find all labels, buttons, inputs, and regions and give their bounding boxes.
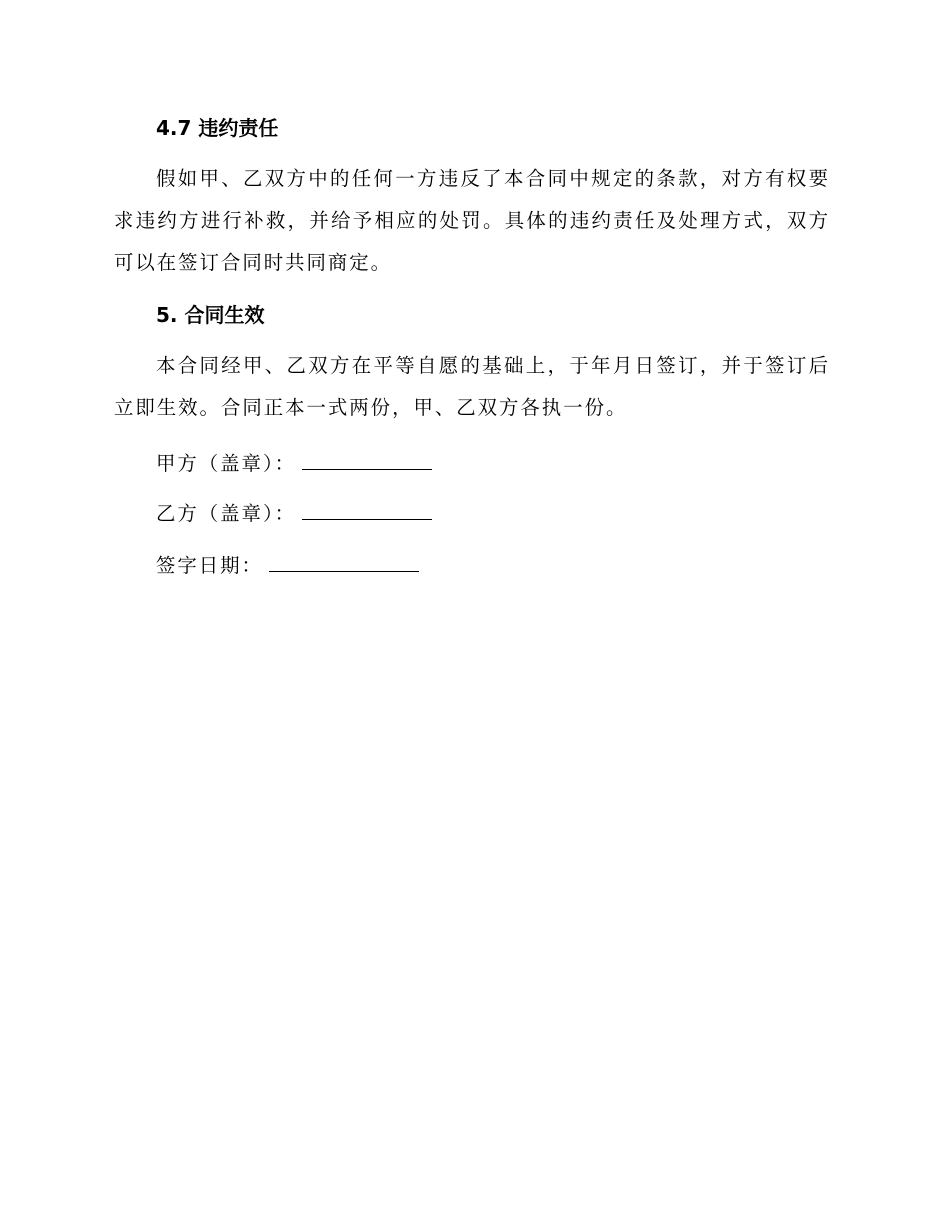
section-heading-breach-liability: 4.7 违约责任 [156, 116, 279, 140]
signature-blank-party-a [302, 449, 432, 470]
paragraph-breach-liability: 假如甲、乙双方中的任何一方违反了本合同中规定的条款，对方有权要求违约方进行补救，并给予相应的处罚。具体的违约责任及处理方式，双方可以在签订合同时共同商定。 [114, 167, 830, 274]
signature-label-party-b: 乙方（盖章）： [156, 502, 297, 525]
signature-label-date: 签字日期： [156, 554, 263, 577]
paragraph-contract-effective: 本合同经甲、乙双方在平等自愿的基础上，于年月日签订，并于签订后立即生效。合同正本一式两份，甲、乙双方各执一份。 [114, 354, 830, 419]
signature-line-party-b [156, 499, 432, 527]
signature-line-party-a [156, 449, 432, 477]
signature-label-party-a: 甲方（盖章）： [156, 452, 297, 475]
signature-blank-date [269, 551, 419, 572]
section-heading-contract-effective: 5. 合同生效 [156, 303, 265, 327]
signature-blank-party-b [302, 499, 432, 520]
signature-line-date [156, 551, 419, 579]
